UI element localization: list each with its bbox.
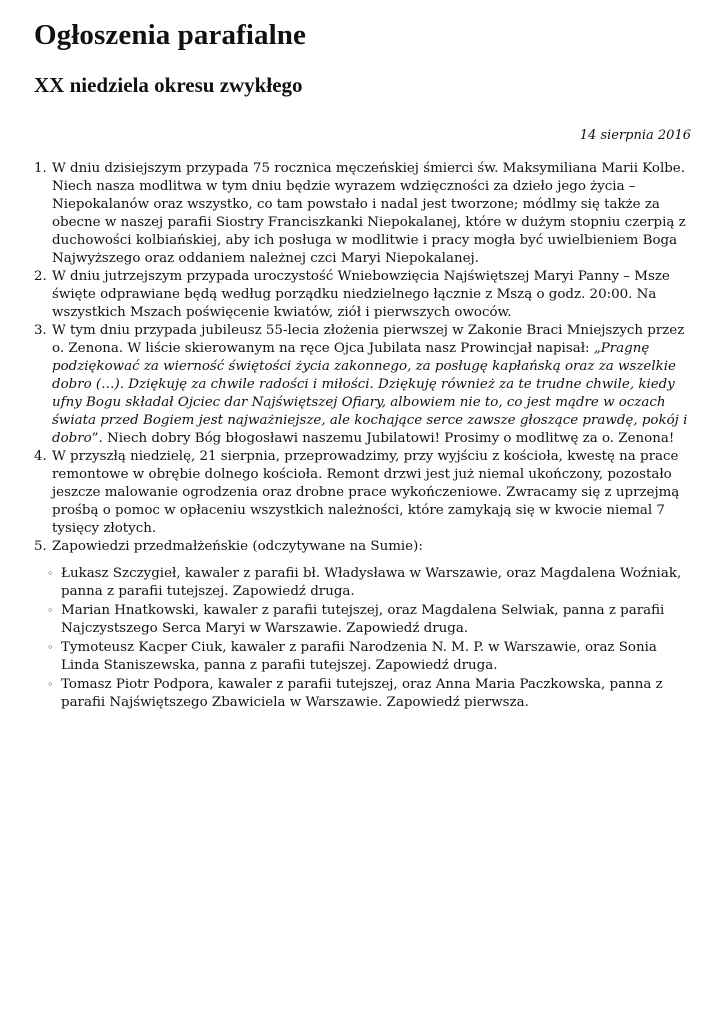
circle-bullet-icon: ◦ xyxy=(47,567,54,580)
banns-item xyxy=(47,602,694,638)
page-title: Ogłoszenia parafialne xyxy=(34,19,306,51)
announcement-item xyxy=(34,448,694,538)
circle-bullet-icon: ◦ xyxy=(47,678,54,691)
item-number: 1. xyxy=(34,161,47,176)
banns-item xyxy=(47,676,694,712)
announcements-list xyxy=(34,160,694,713)
banns-text: Łukasz Szczygieł, kawaler z parafii bł. Władysława w Warszawie, oraz Magdalena Woźniak, panna z parafii tutejszej. Zapowiedź druga. xyxy=(61,566,682,599)
circle-bullet-icon: ◦ xyxy=(47,641,54,654)
item-text: W dniu dzisiejszym przypada 75 rocznica męczeńskiej śmierci św. Maksymiliana Marii Kolbe. Niech nasza modlitwa w tym dniu będzie wyrazem wdzięczności za dzieło jego życia – Niepokalanów oraz wszystko, co tam powstało i nadal jest tworzone; módlmy się także za obecne w naszej parafii Siostry Franciszkanki Niepokalanej, które w dużym stopniu czerpią z duchowości kolbiańskiej, aby ich posługa w modlitwie i pracy mogła być uwielbieniem Boga Najwyższego oraz oddaniem należnej czci Maryi Niepokalanej. xyxy=(52,161,686,266)
item-text: W przyszłą niedzielę, 21 sierpnia, przeprowadzimy, przy wyjściu z kościoła, kwestę na prace remontowe w obrębie dolnego kościoła. Remont drzwi jest już niemal ukończony, pozostało jeszcze malowanie ogrodzenia oraz drobne prace wykończeniowe. Zwracamy się z uprzejmą prośbą o pomoc w opłaceniu wszystkich należności, które zamykają się w kwocie niemal 7 tysięcy złotych. xyxy=(52,449,680,536)
item-number: 5. xyxy=(34,539,47,554)
banns-text: Tymoteusz Kacper Ciuk, kawaler z parafii Narodzenia N. M. P. w Warszawie, oraz Sonia Linda Staniszewska, panna z parafii tutejszej. Zapowiedź druga. xyxy=(61,640,657,673)
announcement-item xyxy=(34,322,694,448)
item-number: 2. xyxy=(34,269,47,284)
item-number: 3. xyxy=(34,323,47,338)
banns-item xyxy=(47,639,694,675)
banns-item xyxy=(47,565,694,601)
banns-list xyxy=(47,565,694,712)
item-text-after: ”. Niech dobry Bóg błogosławi naszemu Jubilatowi! Prosimy o modlitwę za o. Zenona! xyxy=(91,431,675,446)
page-subtitle: XX niedziela okresu zwykłego xyxy=(34,73,303,97)
announcement-item xyxy=(34,268,694,322)
document-date: 14 sierpnia 2016 xyxy=(579,128,691,143)
item-text: W tym dniu przypada jubileusz 55-lecia złożenia pierwszej w Zakonie Braci Mniejszych przez o. Zenona. W liście skierowanym na ręce Ojca Jubilata nasz Prowincjał napisał: xyxy=(52,323,685,356)
circle-bullet-icon: ◦ xyxy=(47,604,54,617)
item-quote: „Pragnę podziękować za wierność świętości życia zakonnego, za posługę kapłańską oraz za wszelkie dobro (…). Dziękuję za chwile radości i miłości. Dziękuję również za te trudne chwile, kiedy ufny Bogu składał Ojciec dar Najświętszej Ofiary, albowiem nie to, co jest mądre w oczach świata przed Bogiem jest najważniejsze, ale kochające serce zawsze głoszące prawdę, pokój i dobro xyxy=(52,341,688,446)
banns-text: Tomasz Piotr Podpora, kawaler z parafii tutejszej, oraz Anna Maria Paczkowska, panna z parafii Najświętszego Zbawiciela w Warszawie. Zapowiedź pierwsza. xyxy=(61,677,663,710)
item-text: Zapowiedzi przedmałżeńskie (odczytywane na Sumie): xyxy=(52,539,423,554)
item-text: W dniu jutrzejszym przypada uroczystość Wniebowzięcia Najświętszej Maryi Panny – Msze święte odprawiane będą według porządku niedzielnego łącznie z Mszą o godz. 20:00. Na wszystkich Mszach poświęcenie kwiatów, ziół i pierwszych owoców. xyxy=(52,269,670,320)
announcement-item xyxy=(34,160,694,268)
announcement-item xyxy=(34,538,694,712)
banns-text: Marian Hnatkowski, kawaler z parafii tutejszej, oraz Magdalena Selwiak, panna z parafii Najczystszego Serca Maryi w Warszawie. Zapowiedź druga. xyxy=(61,603,665,636)
item-number: 4. xyxy=(34,449,47,464)
